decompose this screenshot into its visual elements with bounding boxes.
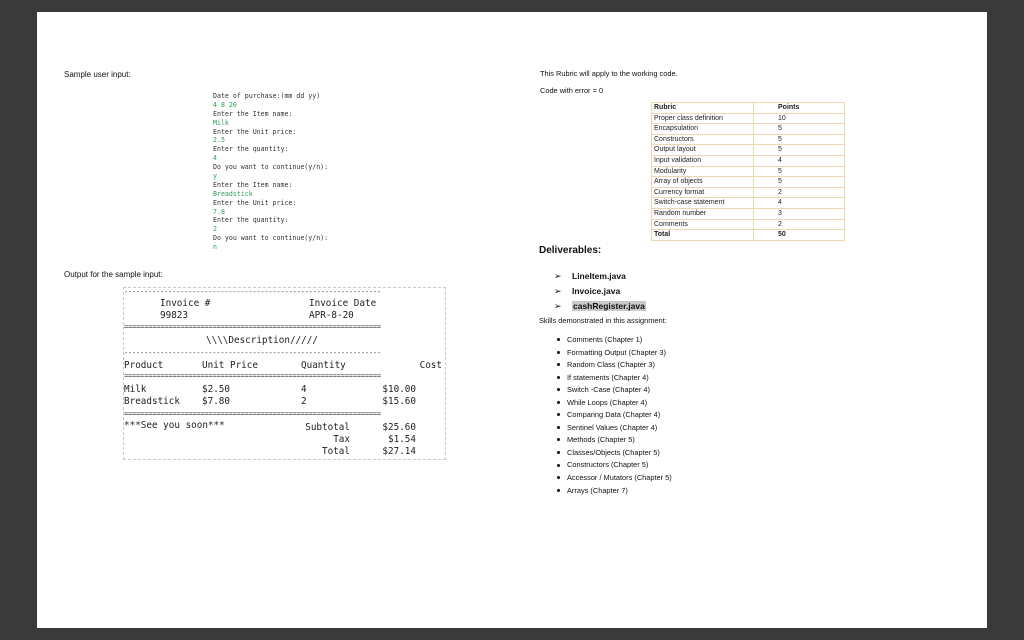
rubric-row — [652, 113, 845, 124]
rubric-criterion: Input validation — [652, 155, 754, 166]
rubric-intro: This Rubric will apply to the working code. — [540, 69, 678, 78]
column-unit-price: Unit Price — [202, 360, 258, 371]
rubric-row — [652, 145, 845, 156]
bullet-icon — [557, 464, 560, 467]
item-product: Breadstick — [124, 396, 180, 407]
footer-message: ***See you soon*** — [124, 420, 225, 431]
deliverable-item — [554, 281, 646, 296]
console-line: 2.5 — [213, 136, 225, 145]
skills-list — [557, 334, 672, 497]
deliverables-list — [554, 266, 646, 311]
console-line: Do you want to continue(y/n): — [213, 234, 329, 243]
skill-item — [557, 422, 672, 435]
sample-input-label: Sample user input: — [64, 70, 131, 79]
skill-text: Switch -Case (Chapter 4) — [567, 385, 650, 395]
item-cost: $15.60 — [382, 396, 416, 407]
skill-text: Random Class (Chapter 3) — [567, 360, 655, 370]
rubric-points: 5 — [754, 134, 845, 145]
console-line: y — [213, 172, 217, 181]
rubric-total-row — [652, 230, 845, 241]
separator-dashes: ---------------------------------------------------------------- — [124, 288, 381, 296]
console-line: 4 8 20 — [213, 100, 237, 109]
rubric-criterion: Constructors — [652, 134, 754, 145]
skill-text: If statements (Chapter 4) — [567, 372, 649, 382]
invoice-output — [123, 287, 446, 460]
subtotal-value: $25.60 — [382, 422, 416, 433]
rubric-points: 4 — [754, 198, 845, 209]
skills-title: Skills demonstrated in this assignment: — [539, 316, 667, 325]
skill-item — [557, 434, 672, 447]
bullet-icon — [557, 363, 560, 366]
rubric-criterion: Array of objects — [652, 177, 754, 188]
column-cost: Cost — [419, 360, 442, 371]
console-line: 2 — [213, 225, 217, 234]
console-line: 7.8 — [213, 207, 225, 216]
rubric-row — [652, 166, 845, 177]
skill-item — [557, 485, 672, 498]
console-line: Breadstick — [213, 189, 253, 198]
console-line: Enter the Unit price: — [213, 198, 297, 207]
deliverable-file-highlighted: cashRegister.java — [573, 301, 645, 311]
description-header: \\\\Description///// — [206, 335, 318, 346]
console-line: Enter the quantity: — [213, 216, 289, 225]
skill-item — [557, 347, 672, 360]
rubric-criterion: Random number — [652, 208, 754, 219]
total-label: Total — [322, 446, 350, 457]
invoice-number-label: Invoice # — [160, 298, 211, 309]
bullet-icon — [557, 438, 560, 441]
console-line: Milk — [213, 118, 229, 127]
separator-equals: ================================================================ — [124, 323, 381, 331]
deliverable-item — [554, 296, 646, 311]
rubric-row — [652, 219, 845, 230]
rubric-criterion: Currency format — [652, 187, 754, 198]
rubric-points: 3 — [754, 208, 845, 219]
rubric-row — [652, 155, 845, 166]
skill-text: Arrays (Chapter 7) — [567, 485, 628, 495]
console-line: Do you want to continue(y/n): — [213, 163, 329, 172]
rubric-points: 2 — [754, 187, 845, 198]
rubric-header-row — [652, 103, 845, 114]
bullet-icon — [557, 388, 560, 391]
tax-label: Tax — [333, 434, 350, 445]
rubric-criterion: Comments — [652, 219, 754, 230]
bullet-icon — [557, 376, 560, 379]
arrow-bullet-icon: ➢ — [554, 301, 562, 311]
invoice-number: 99823 — [160, 310, 188, 321]
skill-text: Comparing Data (Chapter 4) — [567, 410, 661, 420]
console-line: Enter the quantity: — [213, 145, 289, 154]
arrow-bullet-icon: ➢ — [554, 286, 562, 296]
skill-item — [557, 359, 672, 372]
rubric-points: 50 — [754, 230, 845, 241]
bullet-icon — [557, 451, 560, 454]
item-cost: $10.00 — [382, 384, 416, 395]
deliverable-file: Invoice.java — [572, 286, 621, 296]
bullet-icon — [557, 489, 560, 492]
skill-text: Constructors (Chapter 5) — [567, 460, 649, 470]
skill-item — [557, 459, 672, 472]
console-line: n — [213, 243, 217, 252]
console-line: 4 — [213, 154, 217, 163]
rubric-row — [652, 124, 845, 135]
item-unit-price: $2.50 — [202, 384, 230, 395]
rubric-row — [652, 208, 845, 219]
invoice-date: APR-8-20 — [309, 310, 354, 321]
console-line: Date of purchase:(mm dd yy) — [213, 92, 321, 100]
column-product: Product — [124, 360, 164, 371]
skill-text: Formatting Output (Chapter 3) — [567, 347, 666, 357]
separator-equals: ================================================================ — [124, 372, 381, 380]
skill-item — [557, 409, 672, 422]
rubric-table — [651, 102, 845, 241]
rubric-criterion: Proper class definition — [652, 113, 754, 124]
skill-item — [557, 372, 672, 385]
rubric-points: 5 — [754, 124, 845, 135]
skill-text: While Loops (Chapter 4) — [567, 397, 648, 407]
item-unit-price: $7.80 — [202, 396, 230, 407]
output-label: Output for the sample input: — [64, 270, 163, 279]
rubric-header-points: Points — [754, 103, 845, 114]
skill-item — [557, 384, 672, 397]
rubric-row — [652, 187, 845, 198]
arrow-bullet-icon: ➢ — [554, 271, 562, 281]
item-quantity: 4 — [301, 384, 307, 395]
rubric-row — [652, 177, 845, 188]
deliverable-file: LineItem.java — [572, 271, 626, 281]
rubric-criterion: Encapsulation — [652, 124, 754, 135]
skill-text: Accessor / Mutators (Chapter 5) — [567, 473, 672, 483]
rubric-points: 5 — [754, 177, 845, 188]
total-value: $27.14 — [382, 446, 416, 457]
item-quantity: 2 — [301, 396, 307, 407]
column-quantity: Quantity — [301, 360, 346, 371]
invoice-date-label: Invoice Date — [309, 298, 377, 309]
skill-text: Classes/Objects (Chapter 5) — [567, 447, 660, 457]
deliverables-title: Deliverables: — [539, 245, 602, 256]
bullet-icon — [557, 401, 560, 404]
deliverable-item — [554, 266, 646, 281]
bullet-icon — [557, 351, 560, 354]
rubric-criterion: Output layout — [652, 145, 754, 156]
bullet-icon — [557, 426, 560, 429]
bullet-icon — [557, 476, 560, 479]
rubric-points: 5 — [754, 145, 845, 156]
skill-text: Methods (Chapter 5) — [567, 435, 635, 445]
item-product: Milk — [124, 384, 147, 395]
rubric-points: 10 — [754, 113, 845, 124]
document-page — [37, 12, 987, 628]
tax-value: $1.54 — [388, 434, 416, 445]
bullet-icon — [557, 413, 560, 416]
rubric-header-name: Rubric — [652, 103, 754, 114]
rubric-criterion: Modularity — [652, 166, 754, 177]
skill-item — [557, 447, 672, 460]
code-error-note: Code with error = 0 — [540, 86, 604, 95]
skill-text: Comments (Chapter 1) — [567, 335, 643, 344]
bullet-icon — [557, 338, 560, 341]
skill-text: Sentinel Values (Chapter 4) — [567, 422, 658, 432]
rubric-points: 4 — [754, 155, 845, 166]
rubric-points: 2 — [754, 219, 845, 230]
console-sample-input — [213, 92, 393, 252]
subtotal-label: Subtotal — [305, 422, 350, 433]
separator-dashes: ---------------------------------------------------------------- — [124, 349, 381, 357]
skill-item — [557, 397, 672, 410]
skill-item — [557, 472, 672, 485]
console-line: Enter the Item name: — [213, 180, 293, 189]
separator-equals: ================================================================ — [124, 410, 381, 418]
console-line: Enter the Item name: — [213, 109, 293, 118]
rubric-points: 5 — [754, 166, 845, 177]
rubric-criterion: Switch-case statement — [652, 198, 754, 209]
skill-item — [557, 334, 672, 347]
rubric-row — [652, 134, 845, 145]
console-line: Enter the Unit price: — [213, 127, 297, 136]
rubric-criterion: Total — [652, 230, 754, 241]
rubric-row — [652, 198, 845, 209]
